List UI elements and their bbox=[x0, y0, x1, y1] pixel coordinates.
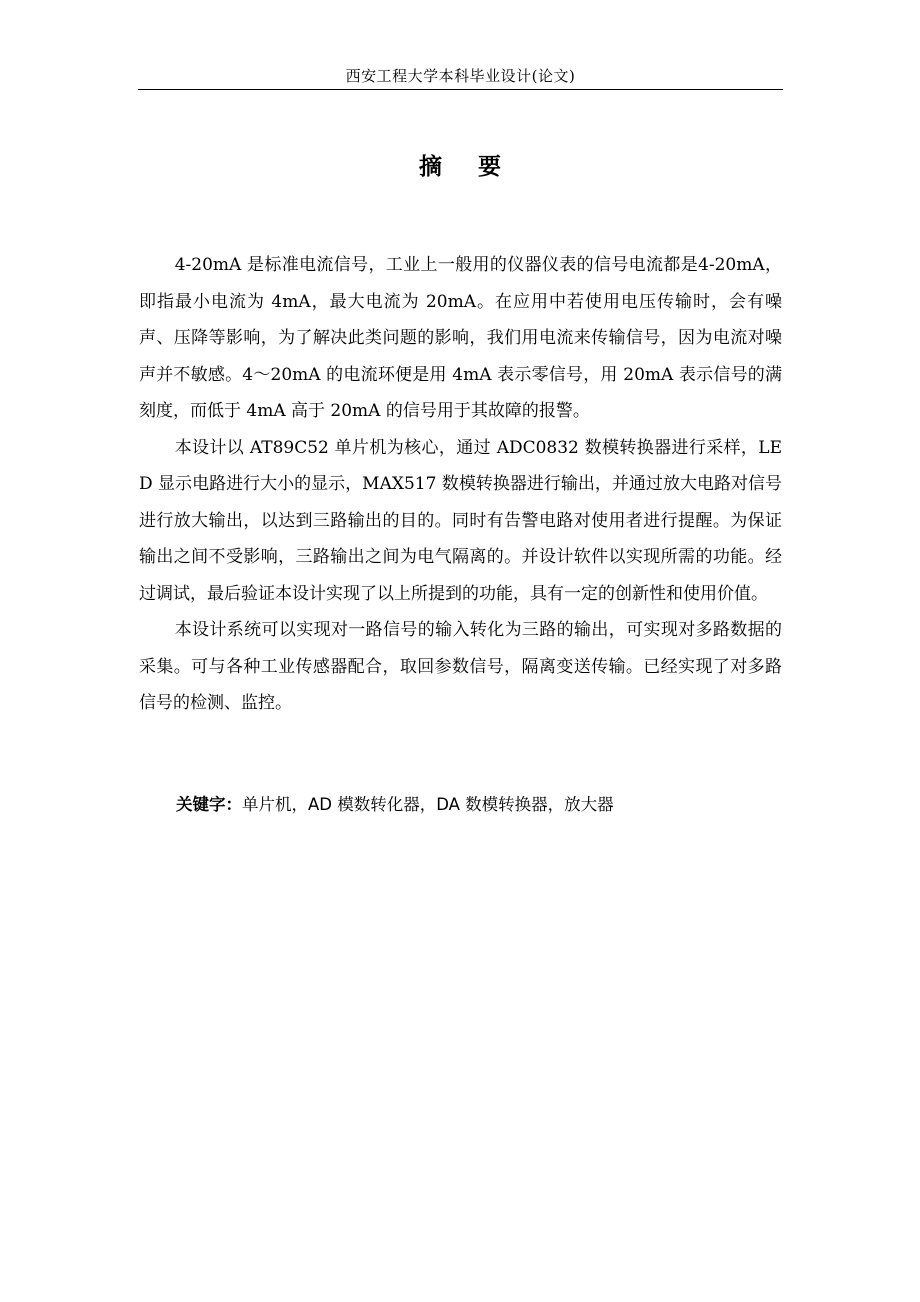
abstract-paragraph-2: 本设计以 AT89C52 单片机为核心，通过 ADC0832 数模转换器进行采样，LED 显示电路进行大小的显示，MAX517 数模转换器进行输出，并通过放大电路对信号进行放大输出，以达到三路输出的目的。同时有告警电路对使用者进行提醒。为保证输出之间不受影响，三路输出之间为电气隔离的。并设计软件以实现所需的功能。经过调试，最后验证本设计实现了以上所提到的功能，具有一定的创新性和使用价值。 bbox=[139, 437, 782, 604]
keywords-label: 关键字： bbox=[176, 795, 242, 814]
abstract-paragraph-1: 4-20mA 是标准电流信号，工业上一般用的仪器仪表的信号电流都是4-20mA，即指最小电流为 4mA，最大电流为 20mA。在应用中若使用电压传输时，会有噪声、压降等影响，为了解决此类问题的影响，我们用电流来传输信号，因为电流对噪声并不敏感。4～20mA 的电流环便是用 4mA 表示零信号，用 20mA 表示信号的满刻度，而低于 4mA 高于 20mA 的信号用于其故障的报警。 bbox=[139, 255, 782, 421]
abstract-title: 摘 要 bbox=[418, 153, 515, 180]
header-rule bbox=[138, 89, 783, 90]
keywords-text: 单片机，AD 模数转化器，DA 数模转换器，放大器 bbox=[242, 795, 614, 814]
abstract-paragraph-3: 本设计系统可以实现对一路信号的输入转化为三路的输出，可实现对多路数据的采集。可与各种工业传感器配合，取回参数信号，隔离变送传输。已经实现了对多路信号的检测、监控。 bbox=[139, 620, 782, 713]
abstract-body bbox=[139, 247, 782, 722]
keywords-line bbox=[176, 790, 614, 820]
running-header: 西安工程大学本科毕业设计(论文) bbox=[345, 67, 576, 85]
